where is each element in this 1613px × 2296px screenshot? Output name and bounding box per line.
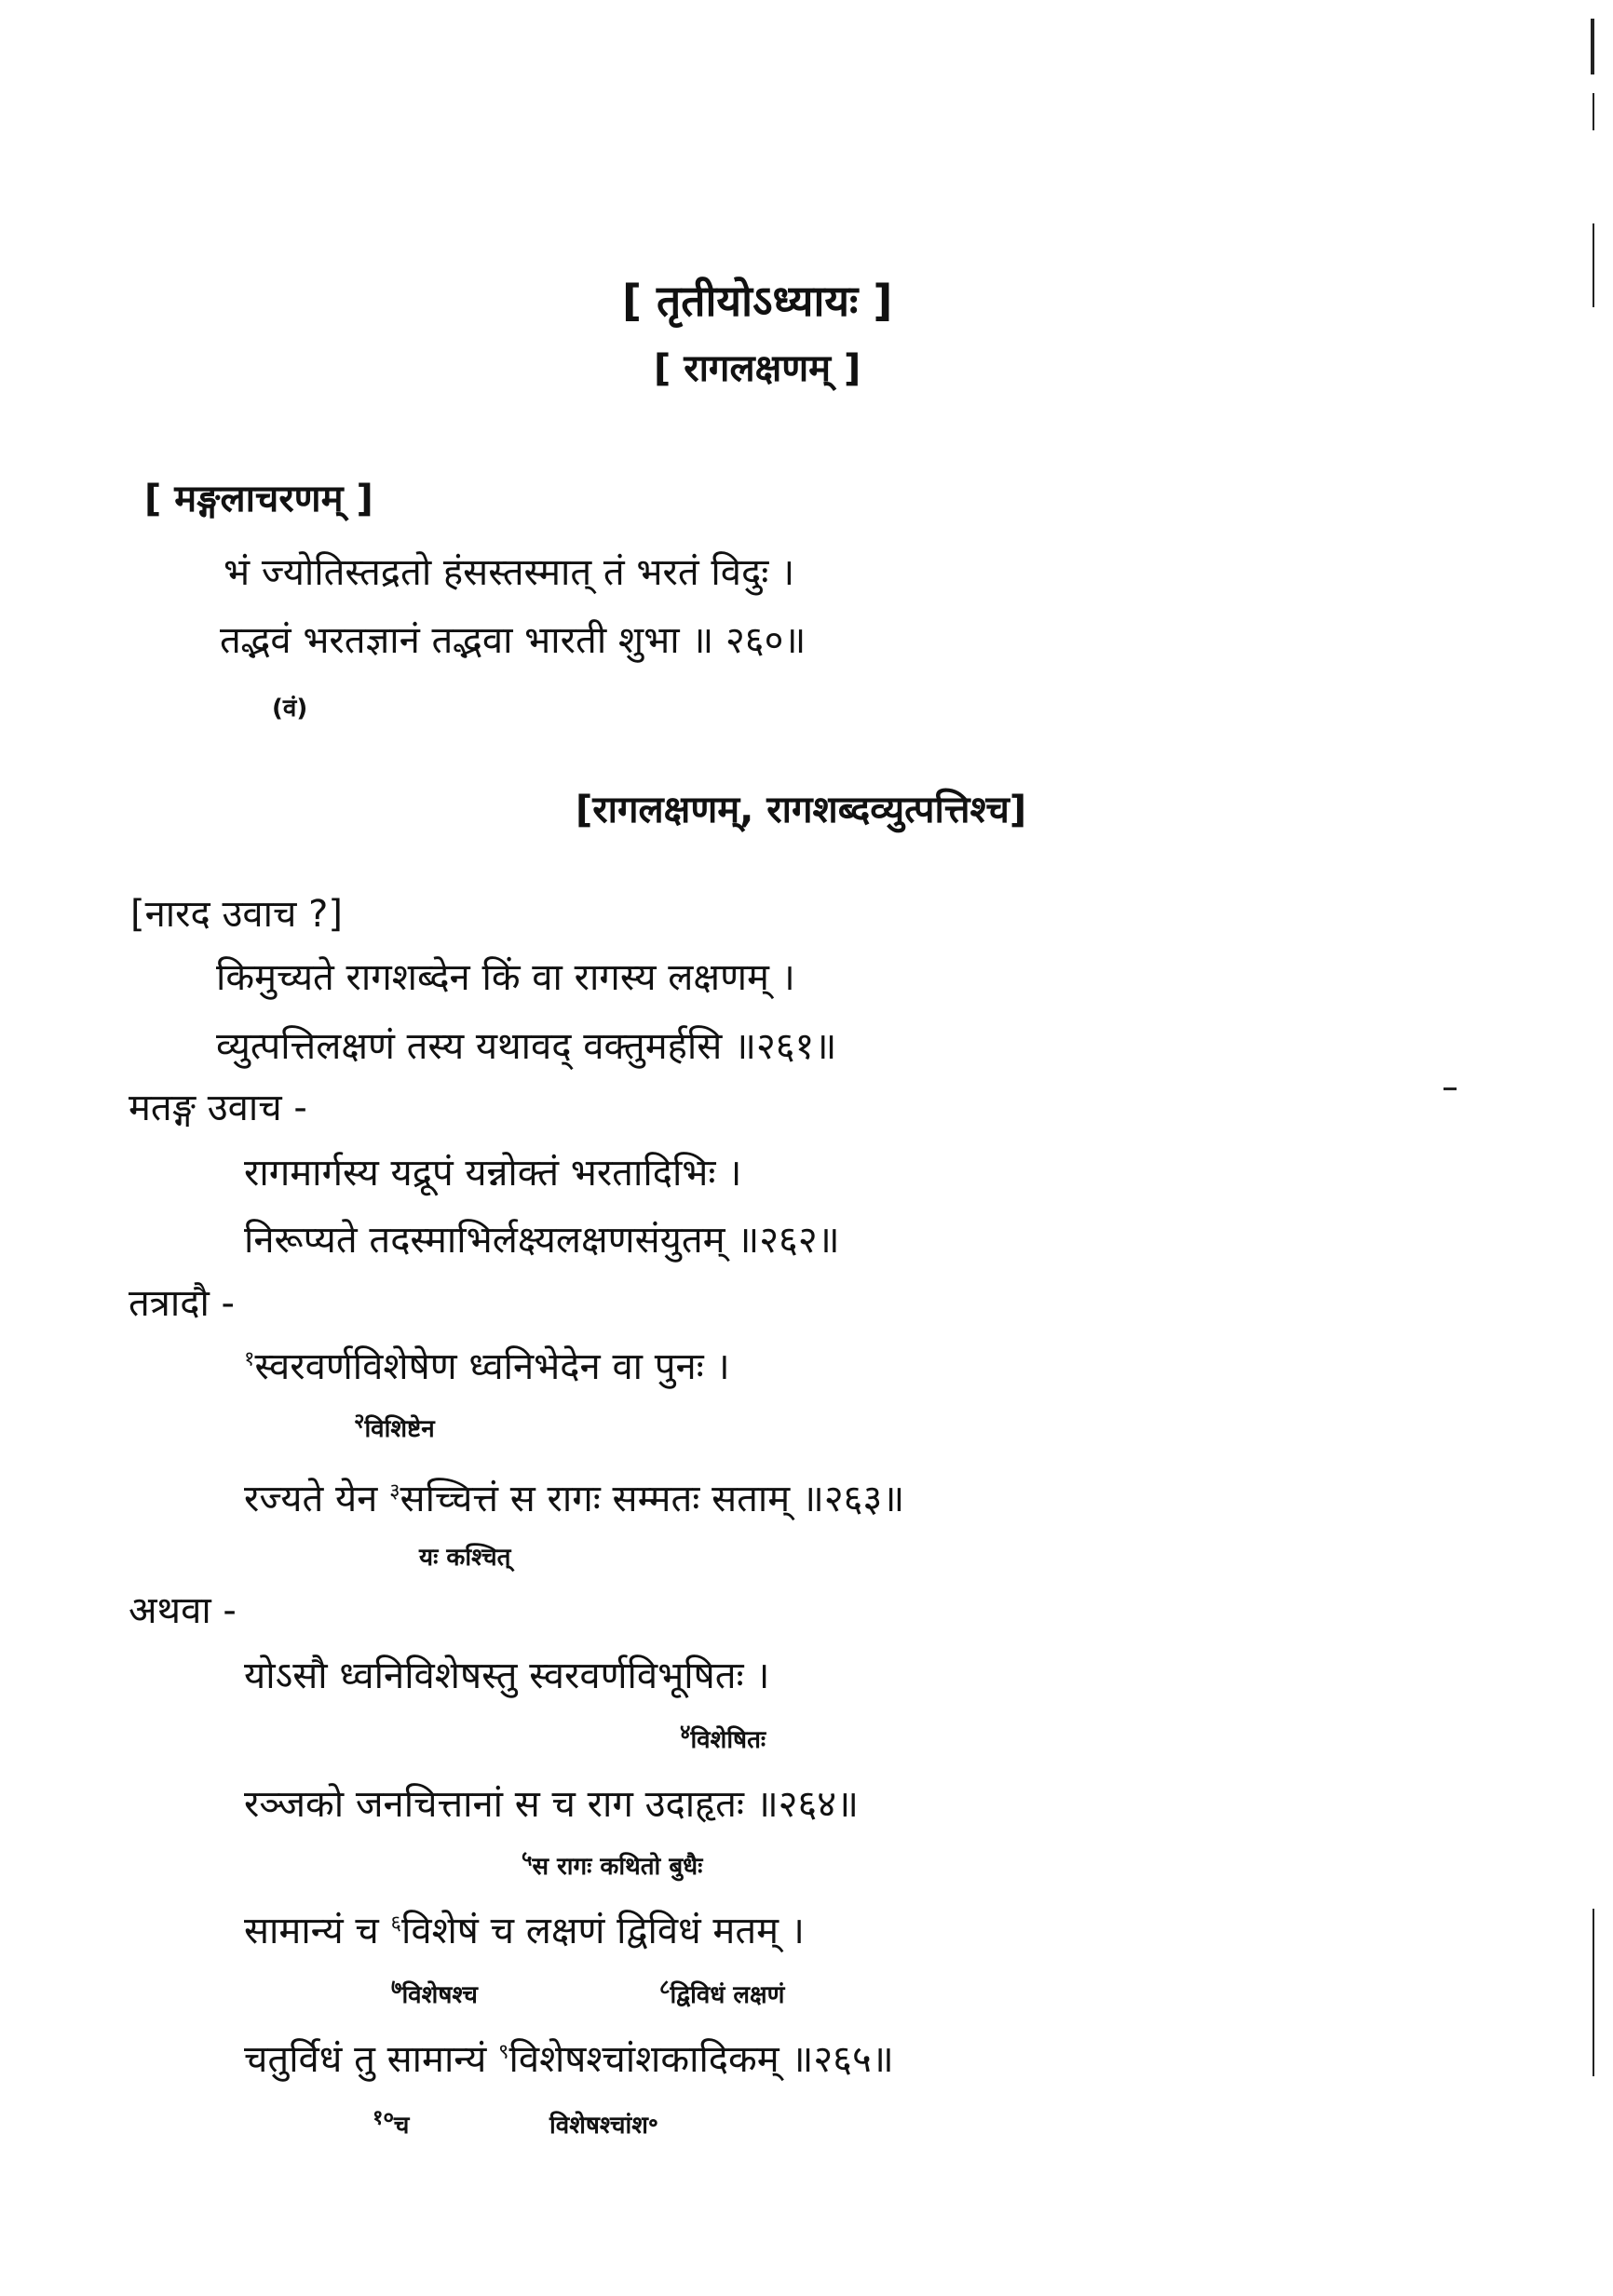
mangala-verse-line2: तद्भवं भरतज्ञानं तद्भवा भारती शुभा ॥ २६०॥ xyxy=(220,619,806,662)
verse-265-line2 xyxy=(244,2038,894,2081)
verse-262-line1: रागमार्गस्य यद्रूपं यन्नोक्तं भरतादिभिः । xyxy=(244,1152,742,1195)
variant-text: विशिष्टेन xyxy=(364,1415,435,1443)
verse-265-line1 xyxy=(244,1912,805,1950)
verse-263-variant-1 xyxy=(354,1410,435,1443)
mangala-heading: [ मङ्गलाचरणम् ] xyxy=(144,478,373,520)
scan-speck xyxy=(1444,1087,1457,1090)
verse-265-variant-3 xyxy=(373,2106,410,2140)
verse-264-line2: रञ्जको जनचित्तानां स च राग उदाहृतः ॥२६४॥ xyxy=(244,1783,860,1826)
scan-edge-mark xyxy=(1591,19,1594,74)
scan-edge-mark xyxy=(1593,1909,1594,2076)
verse-262-line2: निरूप्यते तदस्माभिर्लक्ष्यलक्षणसंयुतम् ॥२६२॥ xyxy=(244,1219,840,1262)
variant-text: च xyxy=(393,2112,410,2140)
raga-heading: [रागलक्षणम्, रागशब्दव्युत्पत्तिश्च] xyxy=(576,789,1027,831)
verse-263-variant-2: यः कश्चित् xyxy=(419,1544,511,1572)
chapter-subtitle: [ रागलक्षणम् ] xyxy=(654,347,861,390)
verse-264-line1: योऽसौ ध्वनिविशेषस्तु स्वरवर्णविभूषितः । xyxy=(244,1654,770,1697)
scan-edge-mark xyxy=(1593,93,1594,130)
verse-265-line2-part-b: विशेषश्चांशकादिकम् ॥२६५॥ xyxy=(508,2038,894,2081)
verse-263-line1 xyxy=(244,1345,730,1388)
mangala-verse-line1: भं ज्योतिस्तद्रतो हंसस्तस्मात् तं भरतं विदुः । xyxy=(224,551,795,594)
athava-label: अथवा - xyxy=(129,1589,237,1632)
verse-264-variant-1 xyxy=(680,1721,766,1754)
footnote-marker-9: ९ xyxy=(498,2040,509,2064)
variant-number-10: १० xyxy=(373,2106,394,2130)
verse-263-line2-part-a: रज्यते येन xyxy=(244,1478,390,1520)
verse-265-variant-2 xyxy=(659,1976,785,2009)
verse-261-line1: किमुच्यते रागशब्देन किं वा रागस्य लक्षणम् । xyxy=(216,956,795,999)
variant-number-2: २ xyxy=(354,1410,365,1434)
chapter-title: [ तृतीयोऽध्यायः ] xyxy=(622,276,893,326)
variant-number-7: ७ xyxy=(391,1976,402,2000)
narada-label: [नारद उवाच ?] xyxy=(130,893,343,936)
footnote-marker-1: १ xyxy=(244,1347,255,1371)
variant-text: विशेषश्च xyxy=(401,1981,478,2009)
verse-265-variant-4: विशेषश्चांश॰ xyxy=(549,2112,658,2140)
variant-text: स रागः कथितो बुधैः xyxy=(532,1853,703,1881)
verse-263-line1-text: स्वरवर्णविशेषेण ध्वनिभेदेन वा पुनः । xyxy=(254,1345,730,1388)
variant-number-4: ४ xyxy=(680,1721,691,1745)
variant-number-8: ८ xyxy=(659,1976,671,2000)
scan-edge-mark xyxy=(1593,223,1594,307)
verse-263-line2-part-b: सच्चित्तं स रागः सम्मतः सताम् ॥२६३॥ xyxy=(400,1478,905,1520)
footnote-marker-3: ३ xyxy=(389,1479,400,1504)
variant-text: विशेषितः xyxy=(690,1726,766,1754)
variant-number-5: ५ xyxy=(522,1847,533,1871)
mangala-variant: (वं) xyxy=(272,695,308,723)
verse-265-line1-part-a: सामान्यं च xyxy=(244,1910,391,1952)
footnote-marker-6: ६ xyxy=(390,1911,401,1936)
verse-264-variant-2 xyxy=(522,1847,703,1881)
verse-265-line2-part-a: चतुर्विधं तु सामान्यं xyxy=(244,2038,499,2081)
verse-263-line2 xyxy=(244,1480,904,1518)
tatradau-label: तत्रादौ - xyxy=(129,1282,235,1325)
verse-261-line2: व्युत्पत्तिलक्षणं तस्य यथावद् वक्तुमर्हसि ॥२६१॥ xyxy=(216,1025,837,1068)
verse-265-variant-1 xyxy=(391,1976,478,2009)
verse-265-line1-part-b: विशेषं च लक्षणं द्विविधं मतम् । xyxy=(400,1910,805,1952)
variant-text: द्विविधं लक्षणं xyxy=(670,1981,785,2009)
matanga-label: मतङ्ग उवाच - xyxy=(129,1087,307,1129)
